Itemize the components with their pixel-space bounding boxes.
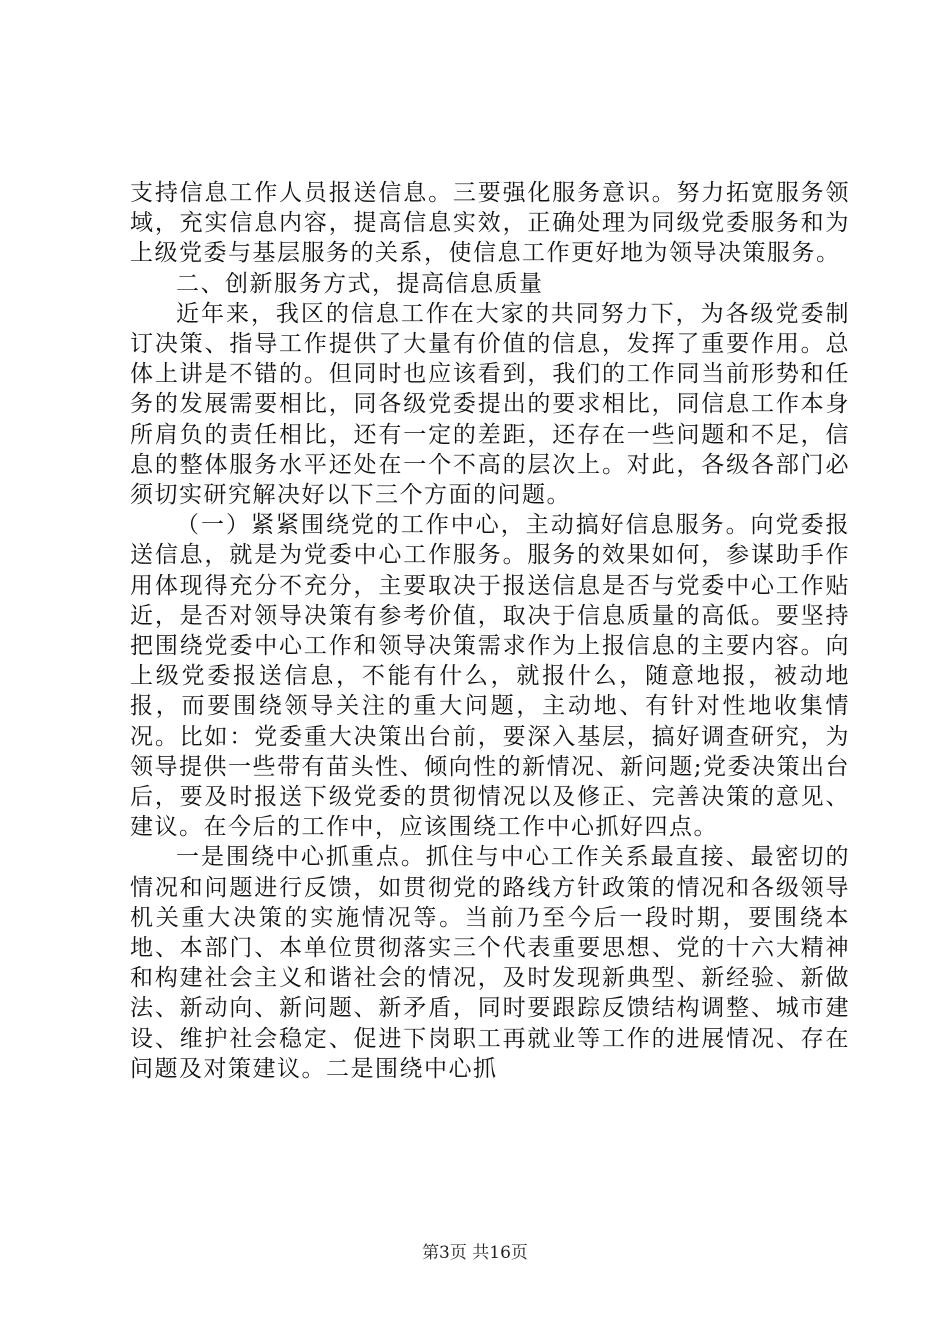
paragraph-2: 近年来，我区的信息工作在大家的共同努力下，为各级党委制订决策、指导工作提供了大量有价值的信息，发挥了重要作用。总体上讲是不错的。但同时也应该看到，我们的工作同当前形势和任务的发展需要相比，同各级党委提出的要求相比，同信息工作本身所肩负的责任相比，还有一定的差距，还存在一些问题和不足，信息的整体服务水平还处在一个不高的层次上。对此，各级各部门必须切实研究解决好以下三个方面的问题。 — [130, 300, 850, 509]
section-heading: 二、创新服务方式，提高信息质量 — [176, 270, 544, 297]
paragraph-4: 一是围绕中心抓重点。抓住与中心工作关系最直接、最密切的情况和问题进行反馈，如贯彻党的路线方针政策的情况和各级领导机关重大决策的实施情况等。当前乃至今后一段时期，要围绕本地、本部门、本单位贯彻落实三个代表重要思想、党的十六大精神和构建社会主义和谐社会的情况，及时发现新典型、新经验、新做法、新动向、新问题、新矛盾，同时要跟踪反馈结构调整、城市建设、维护社会稳定、促进下岗职工再就业等工作的进展情况、存在问题及对策建议。二是围绕中心抓 — [130, 844, 850, 1082]
paragraph-3: （一）紧紧围绕党的工作中心，主动搞好信息服务。向党委报送信息，就是为党委中心工作服务。服务的效果如何，参谋助手作用体现得充分不充分，主要取决于报送信息是否与党委中心工作贴近，是否对领导决策有参考价值，取决于信息质量的高低。要坚持把围绕党委中心工作和领导决策需求作为上报信息的主要内容。向上级党委报送信息，不能有什么，就报什么，随意地报，被动地报，而要围绕领导关注的重大问题，主动地、有针对性地收集情况。比如：党委重大决策出台前，要深入基层，搞好调查研究，为领导提供一些带有苗头性、倾向性的新情况、新问题;党委决策出台后，要及时报送下级党委的贯彻情况以及修正、完善决策的意见、建议。在今后的工作中，应该围绕工作中心抓好四点。 — [130, 512, 850, 841]
paragraph-1: 支持信息工作人员报送信息。三要强化服务意识。努力拓宽服务领域，充实信息内容，提高信息实效，正确处理为同级党委服务和为上级党委与基层服务的关系，使信息工作更好地为领导决策服务。 — [130, 180, 850, 267]
document-body — [130, 178, 850, 1084]
page-number-footer: 第3页 共16页 — [422, 1243, 528, 1263]
